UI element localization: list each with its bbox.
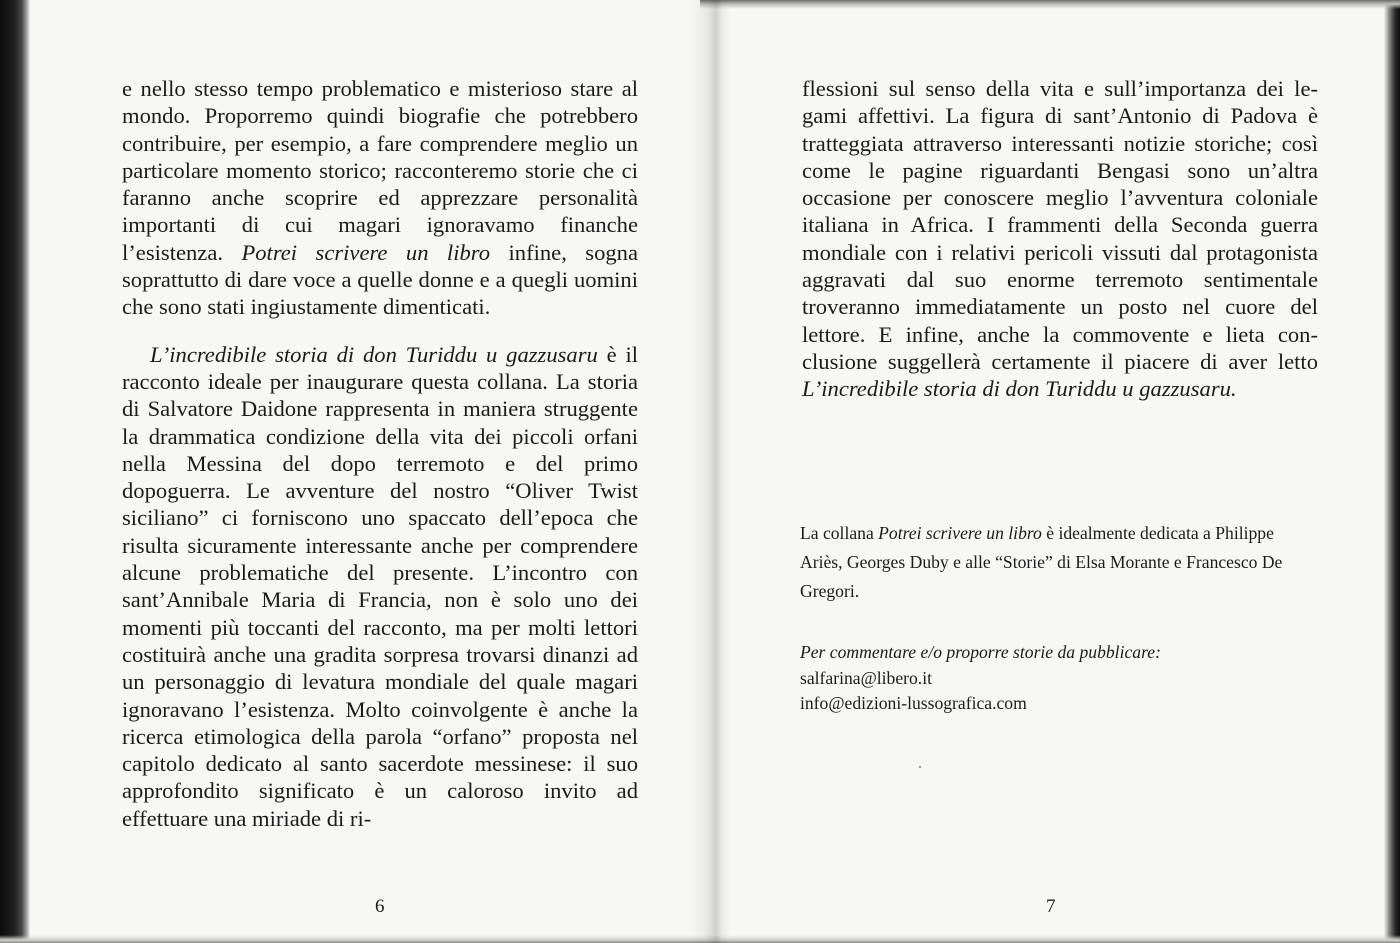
page-number-right: 7 bbox=[1046, 896, 1056, 917]
binding-edge-left bbox=[0, 0, 30, 943]
left-paragraph-1-end: infine, sogna soprattutto di dare voce a quelle donne e a quegli uomini che sono stati ingiustamente dimenticati. bbox=[122, 239, 639, 320]
contact-block bbox=[800, 640, 1308, 717]
note-collection-title: Potrei scrivere un libro bbox=[878, 523, 1042, 543]
note-start: La collana bbox=[800, 523, 874, 543]
contact-email-2[interactable]: info@edizioni-lussografica.com bbox=[800, 693, 1027, 713]
page-number-left: 6 bbox=[375, 896, 385, 917]
right-page-body bbox=[802, 75, 1318, 403]
binding-edge-right bbox=[1384, 0, 1400, 943]
right-paragraph-text: flessioni sul senso della vita e sull’importanza dei legami affettivi. La figura di sant’Antonio di Padova è tratteggiata attraverso interessanti notizie storiche; così come le pagine riguardanti Bengasi sono un’altra occasione per conoscere meglio l’avventura coloniale italiana in Africa. I frammenti della Seconda guerra mondiale con i relativi pericoli vissuti dal protagonista aggravati dal suo enorme terremoto sentimentale troveranno immediatamente un posto nel cuore del lettore. E infine, anche la commovente e lieta conclusione suggellerà certamente il piacere di aver letto bbox=[802, 76, 1318, 374]
paper-speck bbox=[919, 766, 921, 768]
left-paragraph-1 bbox=[122, 75, 638, 321]
collection-dedication-note bbox=[800, 519, 1308, 606]
left-page-body bbox=[122, 75, 638, 832]
left-page bbox=[30, 0, 700, 943]
left-paragraph-1-text: e nello stesso tempo problematico e misterioso stare al mondo. Proporremo quindi biografie che potrebbero contribuire, per esempio, a fare comprendere meglio un particolare momento storico; racconteremo storie che ci faranno anche scoprire ed apprezzare personalità importanti di cui magari ignoravamo finanche l’esistenza. bbox=[122, 76, 638, 265]
note-end: è idealmente dedicata a Philippe Ariès, Georges Duby e alle “Storie” di Elsa Morante e Francesco De Gregori. bbox=[800, 523, 1283, 601]
contact-heading: Per commentare e/o proporre storie da pubblicare: bbox=[800, 642, 1161, 662]
collection-title: Potrei scrivere un libro bbox=[241, 239, 491, 265]
contact-email-1[interactable]: salfarina@libero.it bbox=[800, 667, 932, 688]
left-paragraph-2-text: è il racconto ideale per inaugurare questa collana. La storia di Salvatore Daidone rappresenta in maniera struggente la drammatica condizione della vita dei piccoli orfani nella Messina del dopo terremoto e del primo dopoguerra. Le avventure del nostro “Oliver Twist siciliano” ci forniscono uno spaccato dell’epoca che risulta sicuramente interessante anche per comprendere alcune problematiche del presente. L’incontro con sant’Annibale Maria di Francia, non è solo uno dei momenti più toccanti del racconto, ma per molti lettori costituirà anche una gradita sorpresa trovarsi dinanzi ad un personaggio di levatura mondiale del quale magari ignoravano l’esistenza. Molto coinvolgente è anche la ricerca etimologica della parola “orfano” proposta nel capitolo dedicato al santo sacerdote messinese: il suo approfondito significato è un caloroso invito ad effettuare una miriade di ri- bbox=[122, 341, 639, 831]
book-title: L’incredibile storia di don Turiddu u gazzusaru bbox=[150, 341, 598, 367]
left-paragraph-2 bbox=[122, 341, 638, 832]
right-paragraph bbox=[802, 75, 1318, 403]
book-title-closing: L’incredibile storia di don Turiddu u gazzusaru. bbox=[802, 376, 1237, 402]
right-page bbox=[700, 0, 1384, 943]
